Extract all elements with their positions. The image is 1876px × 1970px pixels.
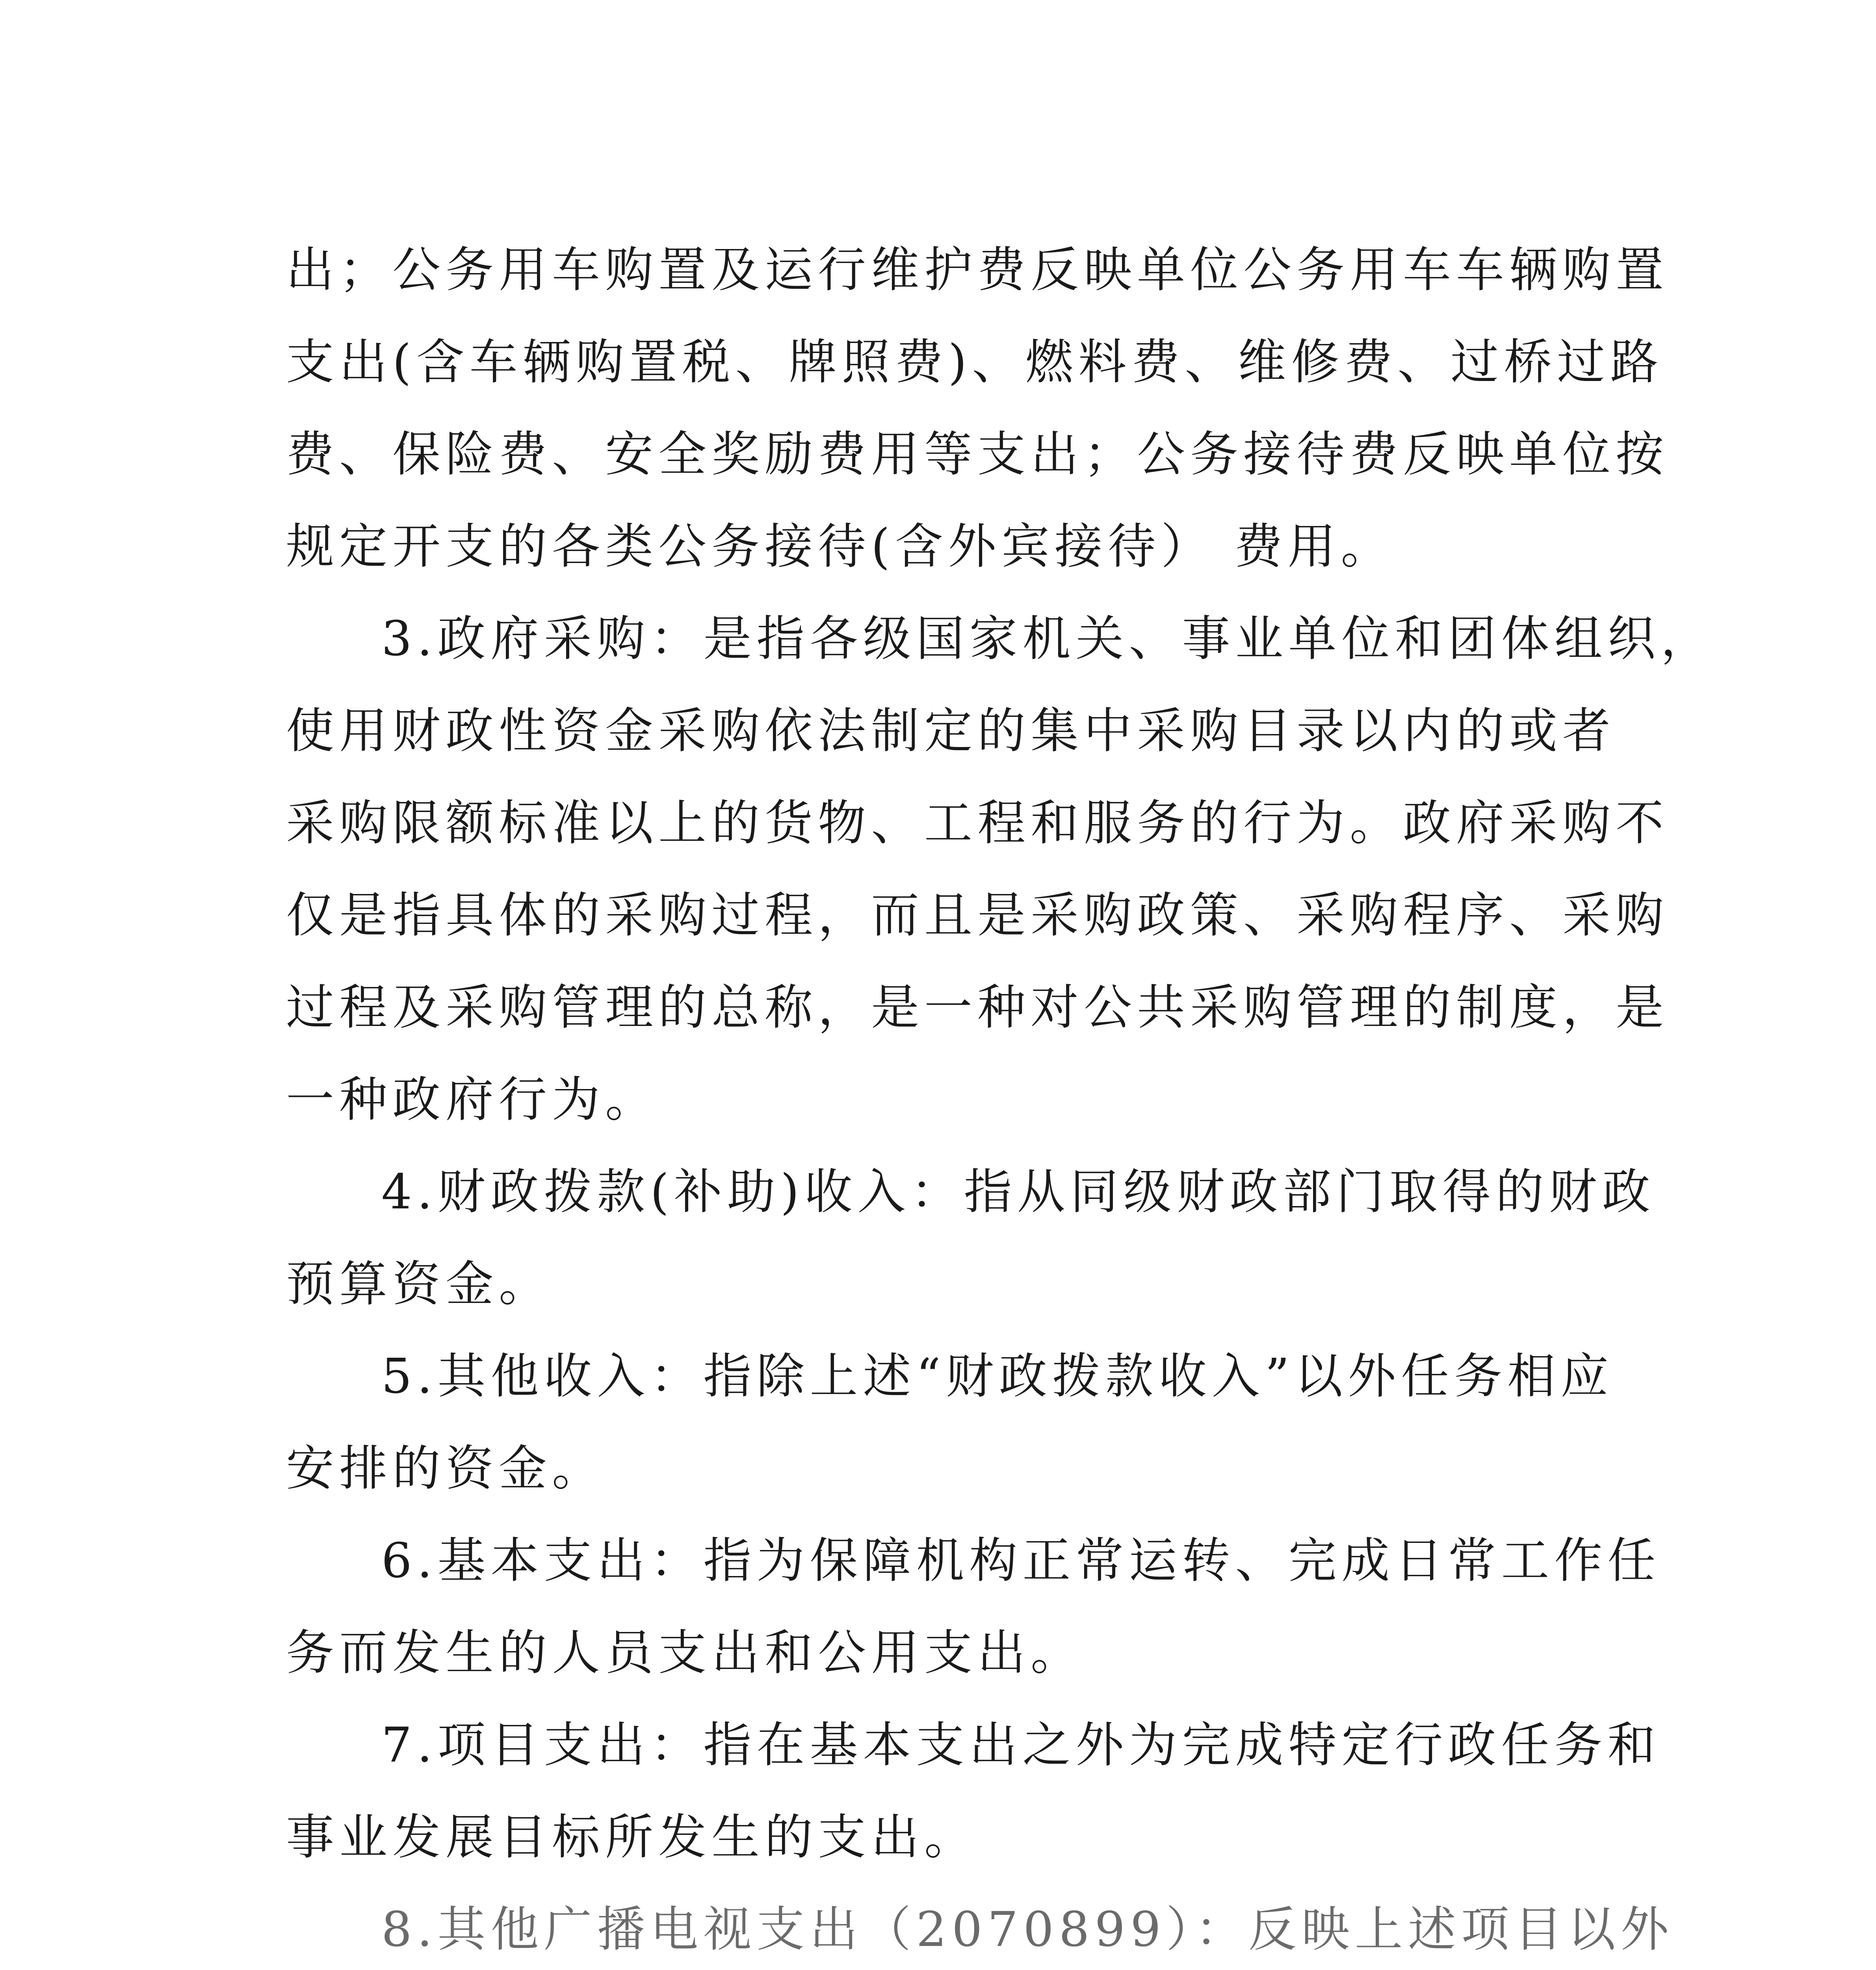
body-line: 过程及采购管理的总称，是一种对公共采购管理的制度，是 [286, 979, 1669, 1035]
body-line: 出；公务用车购置及运行维护费反映单位公务用车车辆购置 [286, 242, 1669, 298]
body-line: 使用财政性资金采购依法制定的集中采购目录以内的或者 [286, 703, 1616, 759]
body-line: 仅是指具体的采购过程，而且是采购政策、采购程序、采购 [286, 887, 1669, 943]
section-6-heading-line: 6.基本支出：指为保障机构正常运转、完成日常工作任 [381, 1533, 1661, 1589]
section-7-heading-line: 7.项目支出：指在基本支出之外为完成特定行政任务和 [381, 1717, 1661, 1773]
section-3-heading-line: 3.政府采购：是指各级国家机关、事业单位和团体组织， [381, 611, 1714, 667]
section-4-heading-line: 4.财政拨款(补助)收入：指从同级财政部门取得的财政 [381, 1164, 1655, 1220]
body-line: 规定开支的各类公务接待(含外宾接待） 费用。 [286, 519, 1394, 574]
body-line: 采购限额标准以上的货物、工程和服务的行为。政府采购不 [286, 795, 1669, 851]
body-line: 费、保险费、安全奖励费用等支出；公务接待费反映单位按 [286, 426, 1669, 482]
section-5-heading-line: 5.其他收入：指除上述“财政拨款收入”以外任务相应 [381, 1348, 1614, 1404]
body-line: 务而发生的人员支出和公用支出。 [286, 1625, 1084, 1681]
body-line: 安排的资金。 [286, 1440, 605, 1496]
section-8-heading-line: 8.其他广播电视支出（2070899）：反映上述项目以外 [381, 1901, 1674, 1957]
body-line: 一种政府行为。 [286, 1072, 658, 1128]
body-line: 事业发展目标所发生的支出。 [286, 1809, 977, 1865]
body-line: 预算资金。 [286, 1256, 552, 1312]
body-line: 支出(含车辆购置税、牌照费)、燃料费、维修费、过桥过路 [286, 334, 1664, 390]
